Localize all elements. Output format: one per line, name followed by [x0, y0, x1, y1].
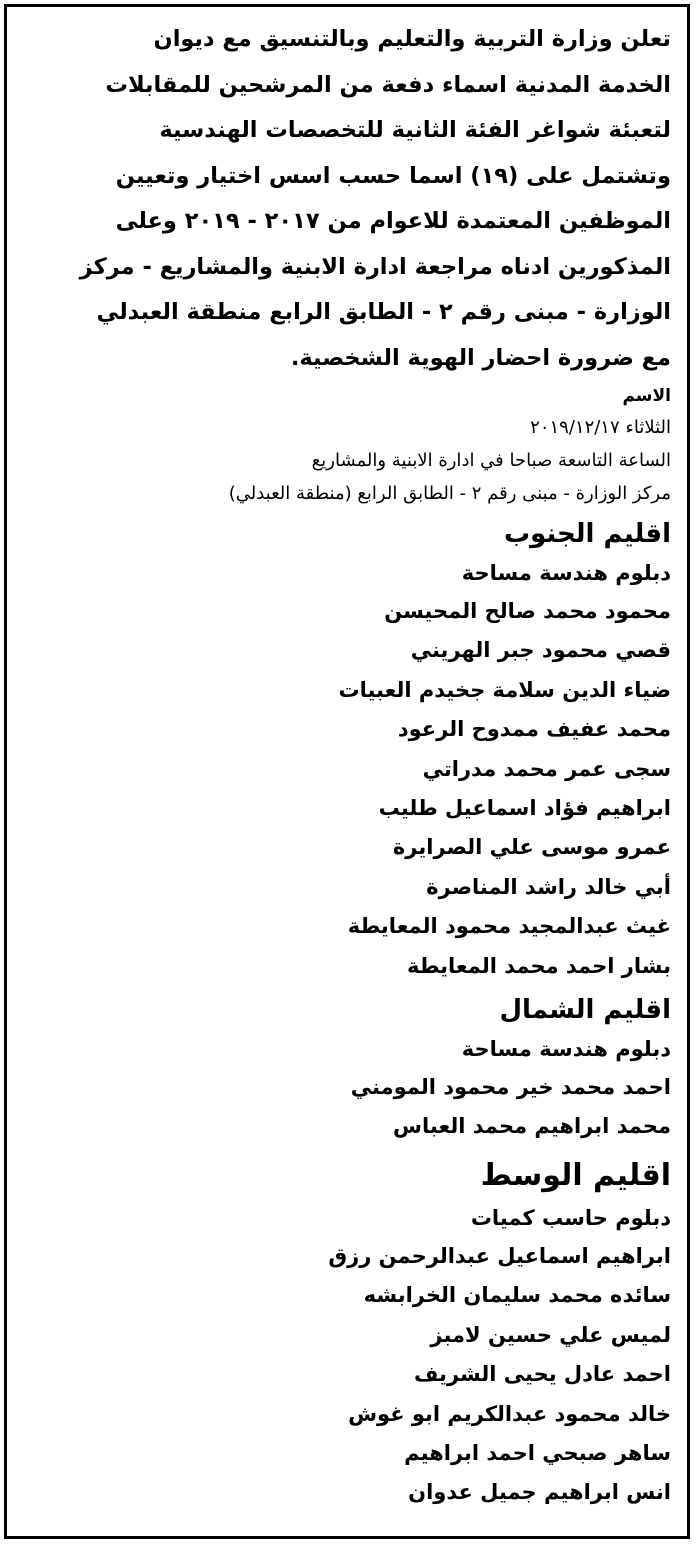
candidate-name: لميس علي حسين لامبز [430, 1322, 671, 1347]
intro-line: لتعبئة شواغر الفئة الثانية للتخصصات الهندسية [159, 117, 671, 143]
candidate-name: أبي خالد راشد المناصرة [426, 874, 671, 899]
interview-date: الثلاثاء ٢٠١٩/١٢/١٧ [530, 417, 671, 438]
candidate-name: ابراهيم اسماعيل عبدالرحمن رزق [328, 1243, 671, 1268]
intro-line: الوزارة - مبنى رقم ٢ - الطابق الرابع منطقة العبدلي [96, 299, 671, 325]
region-specialty: دبلوم حاسب كميات [470, 1205, 671, 1230]
region-title: اقليم الوسط [480, 1157, 671, 1193]
candidate-list [21, 1237, 671, 1513]
candidate-name: احمد عادل يحيى الشريف [414, 1362, 671, 1387]
candidate-name: ضياء الدين سلامة جخيدم العبيات [338, 677, 671, 702]
announcement-frame [4, 4, 690, 1539]
candidate-list [21, 592, 671, 986]
candidate-name: محمد ابراهيم محمد العباس [393, 1114, 671, 1139]
region-north [21, 990, 671, 1147]
region-title: اقليم الشمال [499, 995, 671, 1026]
intro-line: الموظفين المعتمدة للاعوام من ٢٠١٧ - ٢٠١٩ وعلى [115, 208, 671, 234]
region-specialty: دبلوم هندسة مساحة [461, 561, 671, 585]
region-south [21, 514, 671, 986]
candidate-name: خالد محمود عبدالكريم ابو غوش [348, 1401, 671, 1426]
candidate-name: محمود محمد صالح المحيسن [384, 599, 671, 623]
interview-time-place: الساعة التاسعة صباحا في ادارة الابنية والمشاريع [311, 450, 671, 471]
intro-line: الخدمة المدنية اسماء دفعة من المرشحين للمقابلات [105, 71, 671, 98]
candidate-name: غيث عبدالمجيد محمود المعايطة [347, 914, 671, 939]
candidate-name: سائده محمد سليمان الخرابشه [363, 1283, 671, 1308]
candidate-name: بشار احمد محمد المعايطة [406, 953, 671, 978]
candidate-name: سجى عمر محمد مدراتي [422, 756, 671, 781]
region-specialty: دبلوم هندسة مساحة [461, 1037, 671, 1062]
interview-location: مركز الوزارة - مبنى رقم ٢ - الطابق الرابع (منطقة العبدلي) [228, 483, 671, 504]
candidate-name: انس ابراهيم جميل عدوان [408, 1480, 671, 1505]
candidate-name: ساهر صبحي احمد ابراهيم [404, 1440, 671, 1465]
candidate-name: قصي محمود جبر الهريني [410, 638, 671, 663]
intro-line: مع ضرورة احضار الهوية الشخصية. [290, 344, 671, 371]
intro-line: المذكورين ادناه مراجعة ادارة الابنية والمشاريع - مركز [79, 253, 671, 280]
candidate-name: ابراهيم فؤاد اسماعيل طليب [378, 796, 671, 821]
region-title: اقليم الجنوب [503, 519, 671, 549]
intro-paragraph [21, 17, 671, 381]
name-column-label: الاسم [622, 386, 671, 406]
candidate-name: محمد عفيف ممدوح الرعود [397, 717, 671, 742]
intro-line: تعلن وزارة التربية والتعليم وبالتنسيق مع ديوان [153, 26, 671, 52]
announcement-content [7, 7, 687, 1513]
candidate-name: احمد محمد خير محمود المومني [350, 1075, 671, 1100]
region-central [21, 1153, 671, 1513]
intro-line: وتشتمل على (١٩) اسما حسب اسس اختيار وتعيين [115, 162, 671, 189]
candidate-list [21, 1068, 671, 1147]
candidate-name: عمرو موسى علي الصرايرة [392, 835, 671, 860]
